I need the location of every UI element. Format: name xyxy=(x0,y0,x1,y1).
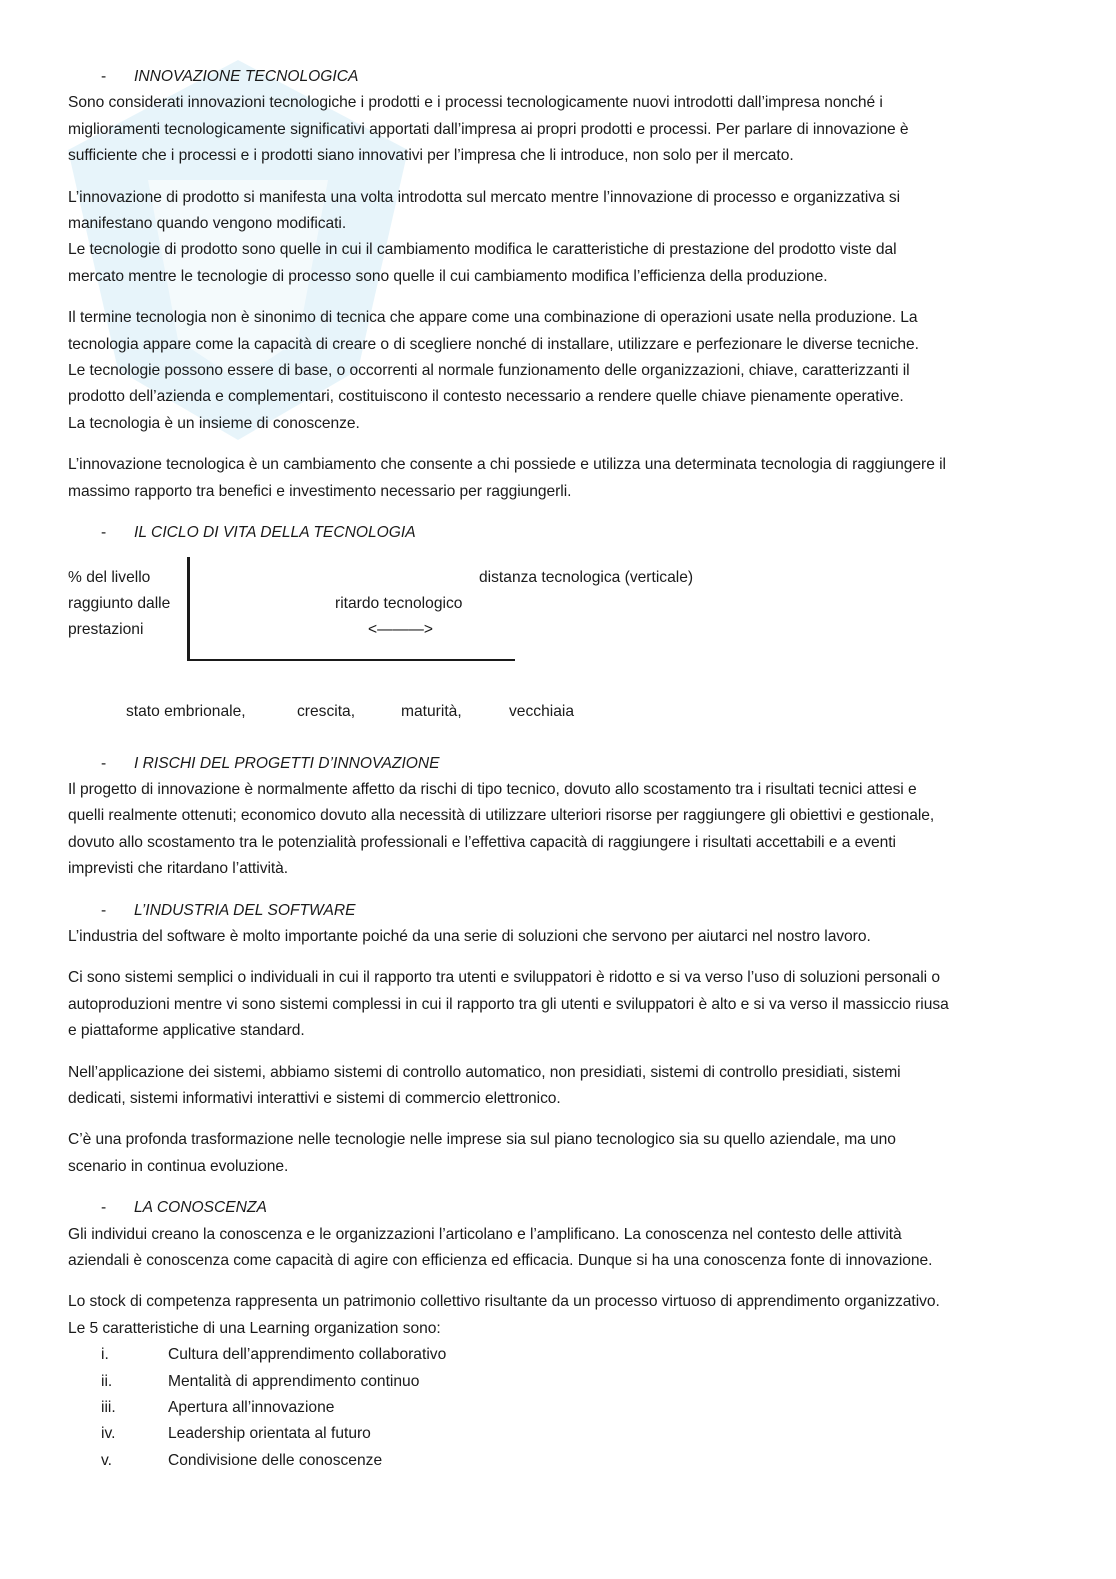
text-line: Il progetto di innovazione è normalmente affetto da rischi di tipo tecnico, dovuto allo scostamento tra i risultati tecnici attesi e xyxy=(68,780,917,798)
text-line: scenario in continua evoluzione. xyxy=(68,1157,289,1175)
technology-lifecycle-diagram xyxy=(68,555,1058,695)
distanza-label: distanza tecnologica (verticale) xyxy=(479,568,694,586)
double-arrow: <———> xyxy=(368,620,433,638)
text-line: C’è una profonda trasformazione nelle tecnologie nelle imprese sia sul piano tecnologico sia su quello aziendale, ma uno xyxy=(68,1131,896,1149)
paragraph xyxy=(68,1060,1058,1113)
y-axis-label-line: % del livello xyxy=(68,568,151,586)
section-heading-rischi: - I RISCHI DEL PROGETTI D’INNOVAZIONE xyxy=(68,751,1058,777)
stage-label: vecchiaia xyxy=(509,702,575,720)
list-item: iii. Apertura all’innovazione xyxy=(101,1399,335,1417)
text-line: imprevisti che ritardano l’attività. xyxy=(68,860,289,878)
paragraph xyxy=(68,924,1058,950)
heading-text: LA CONOSCENZA xyxy=(134,1199,267,1217)
stage-label: maturità, xyxy=(401,702,462,720)
text-line: Le tecnologie di prodotto sono quelle in cui il cambiamento modifica le caratteristiche di prestazione del prodotto viste dal xyxy=(68,241,897,259)
heading-text: L’INDUSTRIA DEL SOFTWARE xyxy=(134,901,356,919)
horizontal-axis xyxy=(187,659,515,662)
paragraph xyxy=(68,90,1058,169)
ritardo-label: ritardo tecnologico xyxy=(335,594,463,612)
section-heading-software: - L’INDUSTRIA DEL SOFTWARE xyxy=(68,898,1058,924)
paragraph xyxy=(68,965,1058,1044)
heading-text: INNOVAZIONE TECNOLOGICA xyxy=(134,68,359,85)
text-line: aziendali è conoscenza come capacità di agire con efficienza ed efficacia. Dunque si ha una conoscenza fonte di innovazione. xyxy=(68,1252,933,1269)
text-line: quelli realmente ottenuti; economico dovuto alla necessità di utilizzare ulteriori risorse per raggiungere gli obiettivi e gestionale, xyxy=(68,807,935,825)
section-heading-conoscenza: - LA CONOSCENZA xyxy=(68,1195,1058,1221)
text-line: Il termine tecnologia non è sinonimo di tecnica che appare come una combinazione di operazioni usate nella produzione. La xyxy=(68,309,918,327)
stage-label: crescita, xyxy=(297,702,356,720)
text-line: Lo stock di competenza rappresenta un patrimonio collettivo risultante da un processo virtuoso di apprendimento organizzativo. xyxy=(68,1293,940,1311)
list-item: iv. Leadership orientata al futuro xyxy=(101,1425,371,1443)
paragraph xyxy=(68,185,1058,291)
section-heading-ciclo: - IL CICLO DI VITA DELLA TECNOLOGIA xyxy=(68,520,1058,546)
text-line: L’innovazione tecnologica è un cambiamento che consente a chi possiede e utilizza una determinata tecnologia di raggiungere il xyxy=(68,456,946,474)
text-line: Le tecnologie possono essere di base, o occorrenti al normale funzionamento delle organizzazioni, chiave, caratterizzanti il xyxy=(68,362,910,380)
heading-text: IL CICLO DI VITA DELLA TECNOLOGIA xyxy=(134,524,416,542)
paragraph xyxy=(68,452,1058,505)
text-line: manifestano quando vengono modificati. xyxy=(68,215,347,233)
list-item: ii. Mentalità di apprendimento continuo xyxy=(101,1372,420,1390)
text-line: tecnologia appare come la capacità di creare o di scegliere nonché di installare, utilizzare e perfezionare le diverse tecniche. xyxy=(68,335,919,353)
list-item: i. Cultura dell’apprendimento collaborativo xyxy=(101,1346,447,1364)
vertical-axis xyxy=(187,557,190,661)
text-line: autoproduzioni mentre vi sono sistemi complessi in cui il rapporto tra gli utenti e sviluppatori è alto e si va verso il massiccio riusa xyxy=(68,995,949,1013)
lifecycle-stages xyxy=(68,699,1058,751)
text-line: L’innovazione di prodotto si manifesta una volta introdotta sul mercato mentre l’innovazione di processo e organizzativa si xyxy=(68,188,901,206)
document-page xyxy=(68,64,1058,1474)
text-line: e piattaforme applicative standard. xyxy=(68,1022,305,1040)
text-line: massimo rapporto tra benefici e investimento necessario per raggiungerli. xyxy=(68,482,572,500)
text-line: Gli individui creano la conoscenza e le organizzazioni l’articolano e l’amplificano. La conoscenza nel contesto delle attività xyxy=(68,1225,902,1243)
paragraph xyxy=(68,305,1058,437)
text-line: sufficiente che i processi e i prodotti siano innovativi per l’impresa che li introduce, non solo per il mercato. xyxy=(68,147,794,165)
text-line: prodotto dell’azienda e complementari, costituiscono il contesto necessario a rendere quelle chiave pienamente operative. xyxy=(68,388,904,406)
text-line: La tecnologia è un insieme di conoscenze. xyxy=(68,414,360,432)
text-line: Nell’applicazione dei sistemi, abbiamo sistemi di controllo automatico, non presidiati, sistemi di controllo presidiati, sistemi xyxy=(68,1063,901,1081)
paragraph xyxy=(68,1127,1058,1180)
section-heading-innovazione: - INNOVAZIONE TECNOLOGICA xyxy=(68,64,1058,90)
text-line: Ci sono sistemi semplici o individuali in cui il rapporto tra utenti e sviluppatori è ridotto e si va verso l’uso di soluzioni personali o xyxy=(68,969,940,987)
stage-label: stato embrionale, xyxy=(126,702,246,720)
text-line: Le 5 caratteristiche di una Learning organization sono: xyxy=(68,1319,441,1337)
text-line: L’industria del software è molto importante poiché da una serie di soluzioni che servono per aiutarci nel nostro lavoro. xyxy=(68,927,871,945)
text-line: dovuto allo scostamento tra le potenzialità professionali e l’effettiva capacità di raggiungere i risultati accettabili e a eventi xyxy=(68,833,896,851)
y-axis-label-line: raggiunto dalle xyxy=(68,594,171,612)
text-line: Sono considerati innovazioni tecnologiche i prodotti e i processi tecnologicamente nuovi introdotti dall’impresa nonché i xyxy=(68,94,883,112)
heading-text: I RISCHI DEL PROGETTI D’INNOVAZIONE xyxy=(134,754,440,772)
paragraph xyxy=(68,1222,1058,1275)
text-line: mercato mentre le tecnologie di processo sono quelle il cui cambiamento modifica l’efficienza della produzione. xyxy=(68,267,828,285)
text-line: miglioramenti tecnologicamente significativi apportati dall’impresa ai propri prodotti e processi. Per parlare di innovazione è xyxy=(68,120,909,138)
paragraph xyxy=(68,777,1058,883)
list-item: v. Condivisione delle conoscenze xyxy=(101,1451,383,1469)
y-axis-label-line: prestazioni xyxy=(68,620,144,638)
paragraph xyxy=(68,1289,1058,1342)
text-line: dedicati, sistemi informativi interattivi e sistemi di commercio elettronico. xyxy=(68,1089,561,1107)
learning-organization-list xyxy=(68,1342,1058,1474)
